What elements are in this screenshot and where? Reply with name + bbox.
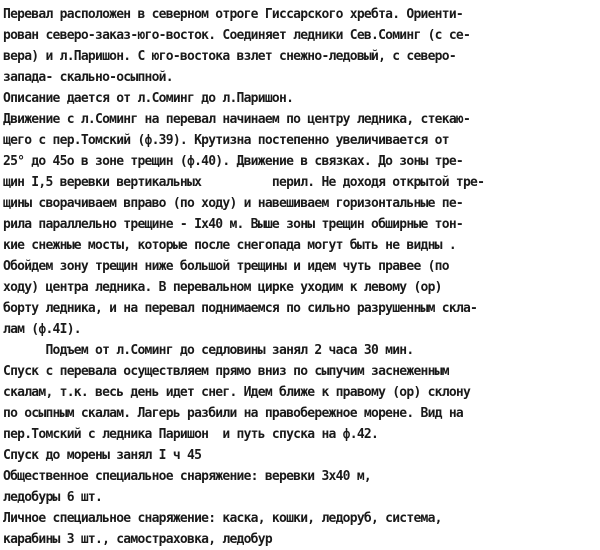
text-line: Общественное специальное снаряжение: веревки 3х40 м, xyxy=(3,469,371,484)
text-line: ледобуры 6 шт. xyxy=(3,490,103,505)
text-line: Спуск до морены занял I ч 45 xyxy=(3,448,202,463)
text-line: Обойдем зону трещин ниже большой трещины и идем чуть правее (по xyxy=(3,259,449,274)
text-line: щин I,5 веревки вертикальных перил. Не доходя открытой тре- xyxy=(3,175,485,190)
text-line: ходу) центра ледника. В перевальном цирке уходим к левому (ор) xyxy=(3,280,442,295)
text-line: скалам, т.к. весь день идет снег. Идем ближе к правому (ор) склону xyxy=(3,385,471,400)
text-line: пер.Томский с ледника Паришон и путь спуска на ф.42. xyxy=(3,427,379,442)
text-line: борту ледника, и на перевал поднимаемся по сильно разрушенным скла- xyxy=(3,301,478,316)
text-line: щего с пер.Томский (ф.39). Крутизна постепенно увеличивается от xyxy=(3,133,449,148)
text-line: 25° до 45о в зоне трещин (ф.40). Движение в связках. До зоны тре- xyxy=(3,154,463,169)
text-line: лам (ф.4I). xyxy=(3,322,81,337)
text-line: Перевал расположен в северном отроге Гиссарского хребта. Ориенти- xyxy=(3,7,463,22)
text-line: кие снежные мосты, которые после снегопада могут быть не видны . xyxy=(3,238,456,253)
text-line: Личное специальное снаряжение: каска, кошки, ледоруб, система, xyxy=(3,511,442,526)
text-line: щины сворачиваем вправо (по ходу) и навешиваем горизонтальные пе- xyxy=(3,196,463,211)
text-line: Движение с л.Соминг на перевал начинаем по центру ледника, стекаю- xyxy=(3,112,471,127)
text-line: карабины 3 шт., самостраховка, ледобур xyxy=(3,532,272,547)
text-line: Подъем от л.Соминг до седловины занял 2 часа 30 мин. xyxy=(3,343,414,358)
text-line: рован северо-заказ-юго-восток. Соединяет ледники Сев.Соминг (с се- xyxy=(3,28,471,43)
text-line: Описание дается от л.Соминг до л.Паришон. xyxy=(3,91,294,106)
text-line: запада- скально-осыпной. xyxy=(3,70,173,85)
text-line: Спуск с перевала осуществляем прямо вниз по сыпучим заснеженным xyxy=(3,364,449,379)
text-line: вера) и л.Паришон. С юго-востока взлет снежно-ледовый, с северо- xyxy=(3,49,456,64)
text-line: по осыпным скалам. Лагерь разбили на правобережное морене. Вид на xyxy=(3,406,463,421)
text-line: рила параллельно трещине - Iх40 м. Выше зоны трещин обширные тон- xyxy=(3,217,463,232)
